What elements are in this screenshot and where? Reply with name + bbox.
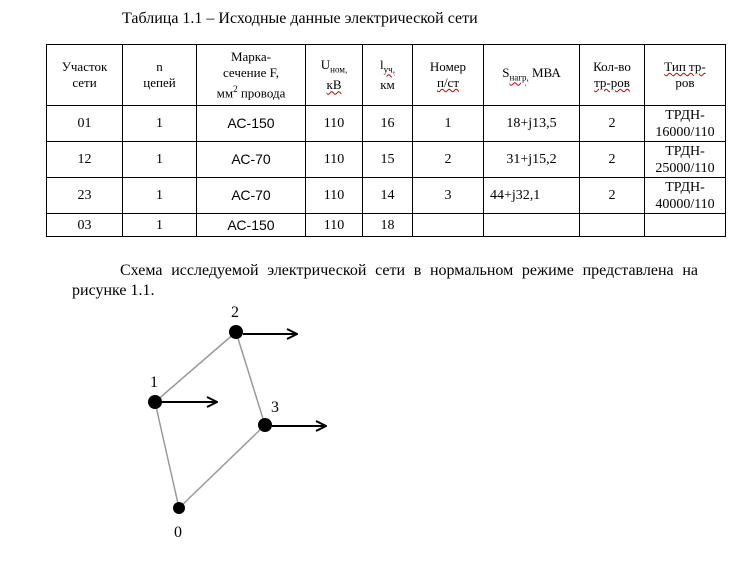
node-3 <box>258 418 272 432</box>
header-wire: Марка- сечение F, $мм^2$ провода <box>197 45 306 106</box>
cell-wire: АС-150 <box>197 214 306 237</box>
table-header-row <box>47 45 726 106</box>
table-row <box>47 214 726 237</box>
cell-transformer-type: ТРДН- 40000/110 <box>645 178 726 214</box>
header-transformer-type: Тип тр- ров <box>645 45 726 106</box>
table-caption: Таблица 1.1 – Исходные данные электрической сети <box>122 10 478 27</box>
cell-substation: 3 <box>413 178 484 214</box>
cell-length: 16 <box>363 106 413 142</box>
line-2-3 <box>236 332 265 425</box>
cell-section: 12 <box>47 142 123 178</box>
table-row <box>47 106 726 142</box>
cell-transformer-count <box>580 214 645 237</box>
node-label-0: 0 <box>174 524 182 541</box>
cell-length: 14 <box>363 178 413 214</box>
header-load: $S_{нагр,}$ МВА <box>484 45 580 106</box>
node-1 <box>148 395 162 409</box>
header-circuits: n цепей <box>123 45 197 106</box>
cell-circuits: 1 <box>123 106 197 142</box>
cell-section: 03 <box>47 214 123 237</box>
cell-voltage: 110 <box>306 106 363 142</box>
node-label-1: 1 <box>150 374 158 391</box>
header-substation: Номер п/ст <box>413 45 484 106</box>
line-1-2 <box>155 332 236 402</box>
cell-voltage: 110 <box>306 142 363 178</box>
network-data-table <box>46 44 726 237</box>
cell-circuits: 1 <box>123 142 197 178</box>
cell-wire: АС-150 <box>197 106 306 142</box>
cell-transformer-type: ТРДН- 16000/110 <box>645 106 726 142</box>
node-label-3: 3 <box>271 399 279 416</box>
cell-voltage: 110 <box>306 178 363 214</box>
cell-wire: АС-70 <box>197 142 306 178</box>
header-length: $l_{уч,}$ км <box>363 45 413 106</box>
cell-transformer-count: 2 <box>580 106 645 142</box>
cell-transformer-count: 2 <box>580 178 645 214</box>
cell-substation <box>413 214 484 237</box>
line-0-1 <box>155 402 179 508</box>
cell-substation: 2 <box>413 142 484 178</box>
node-2 <box>229 325 243 339</box>
cell-load <box>484 214 580 237</box>
cell-substation: 1 <box>413 106 484 142</box>
line-3-0 <box>179 425 265 508</box>
node-label-2: 2 <box>231 304 239 321</box>
cell-wire: АС-70 <box>197 178 306 214</box>
cell-transformer-type: ТРДН- 25000/110 <box>645 142 726 178</box>
header-voltage: $U_{ном,}$ кВ <box>306 45 363 106</box>
cell-voltage: 110 <box>306 214 363 237</box>
cell-transformer-count: 2 <box>580 142 645 178</box>
cell-circuits: 1 <box>123 178 197 214</box>
cell-circuits: 1 <box>123 214 197 237</box>
table-row <box>47 178 726 214</box>
cell-load: 44+j32,1 <box>484 178 580 214</box>
header-section: Участок сети <box>47 45 123 106</box>
cell-length: 15 <box>363 142 413 178</box>
node-0 <box>173 502 185 514</box>
table-row <box>47 142 726 178</box>
header-transformer-count: Кол-во тр-ров <box>580 45 645 106</box>
cell-length: 18 <box>363 214 413 237</box>
cell-section: 23 <box>47 178 123 214</box>
cell-load: 18+j13,5 <box>484 106 580 142</box>
description-paragraph: Схема исследуемой электрической сети в нормальном режиме представлена на рисунке 1.1. <box>72 262 698 299</box>
cell-transformer-type <box>645 214 726 237</box>
cell-section: 01 <box>47 106 123 142</box>
network-scheme-diagram <box>140 300 350 550</box>
cell-load: 31+j15,2 <box>484 142 580 178</box>
